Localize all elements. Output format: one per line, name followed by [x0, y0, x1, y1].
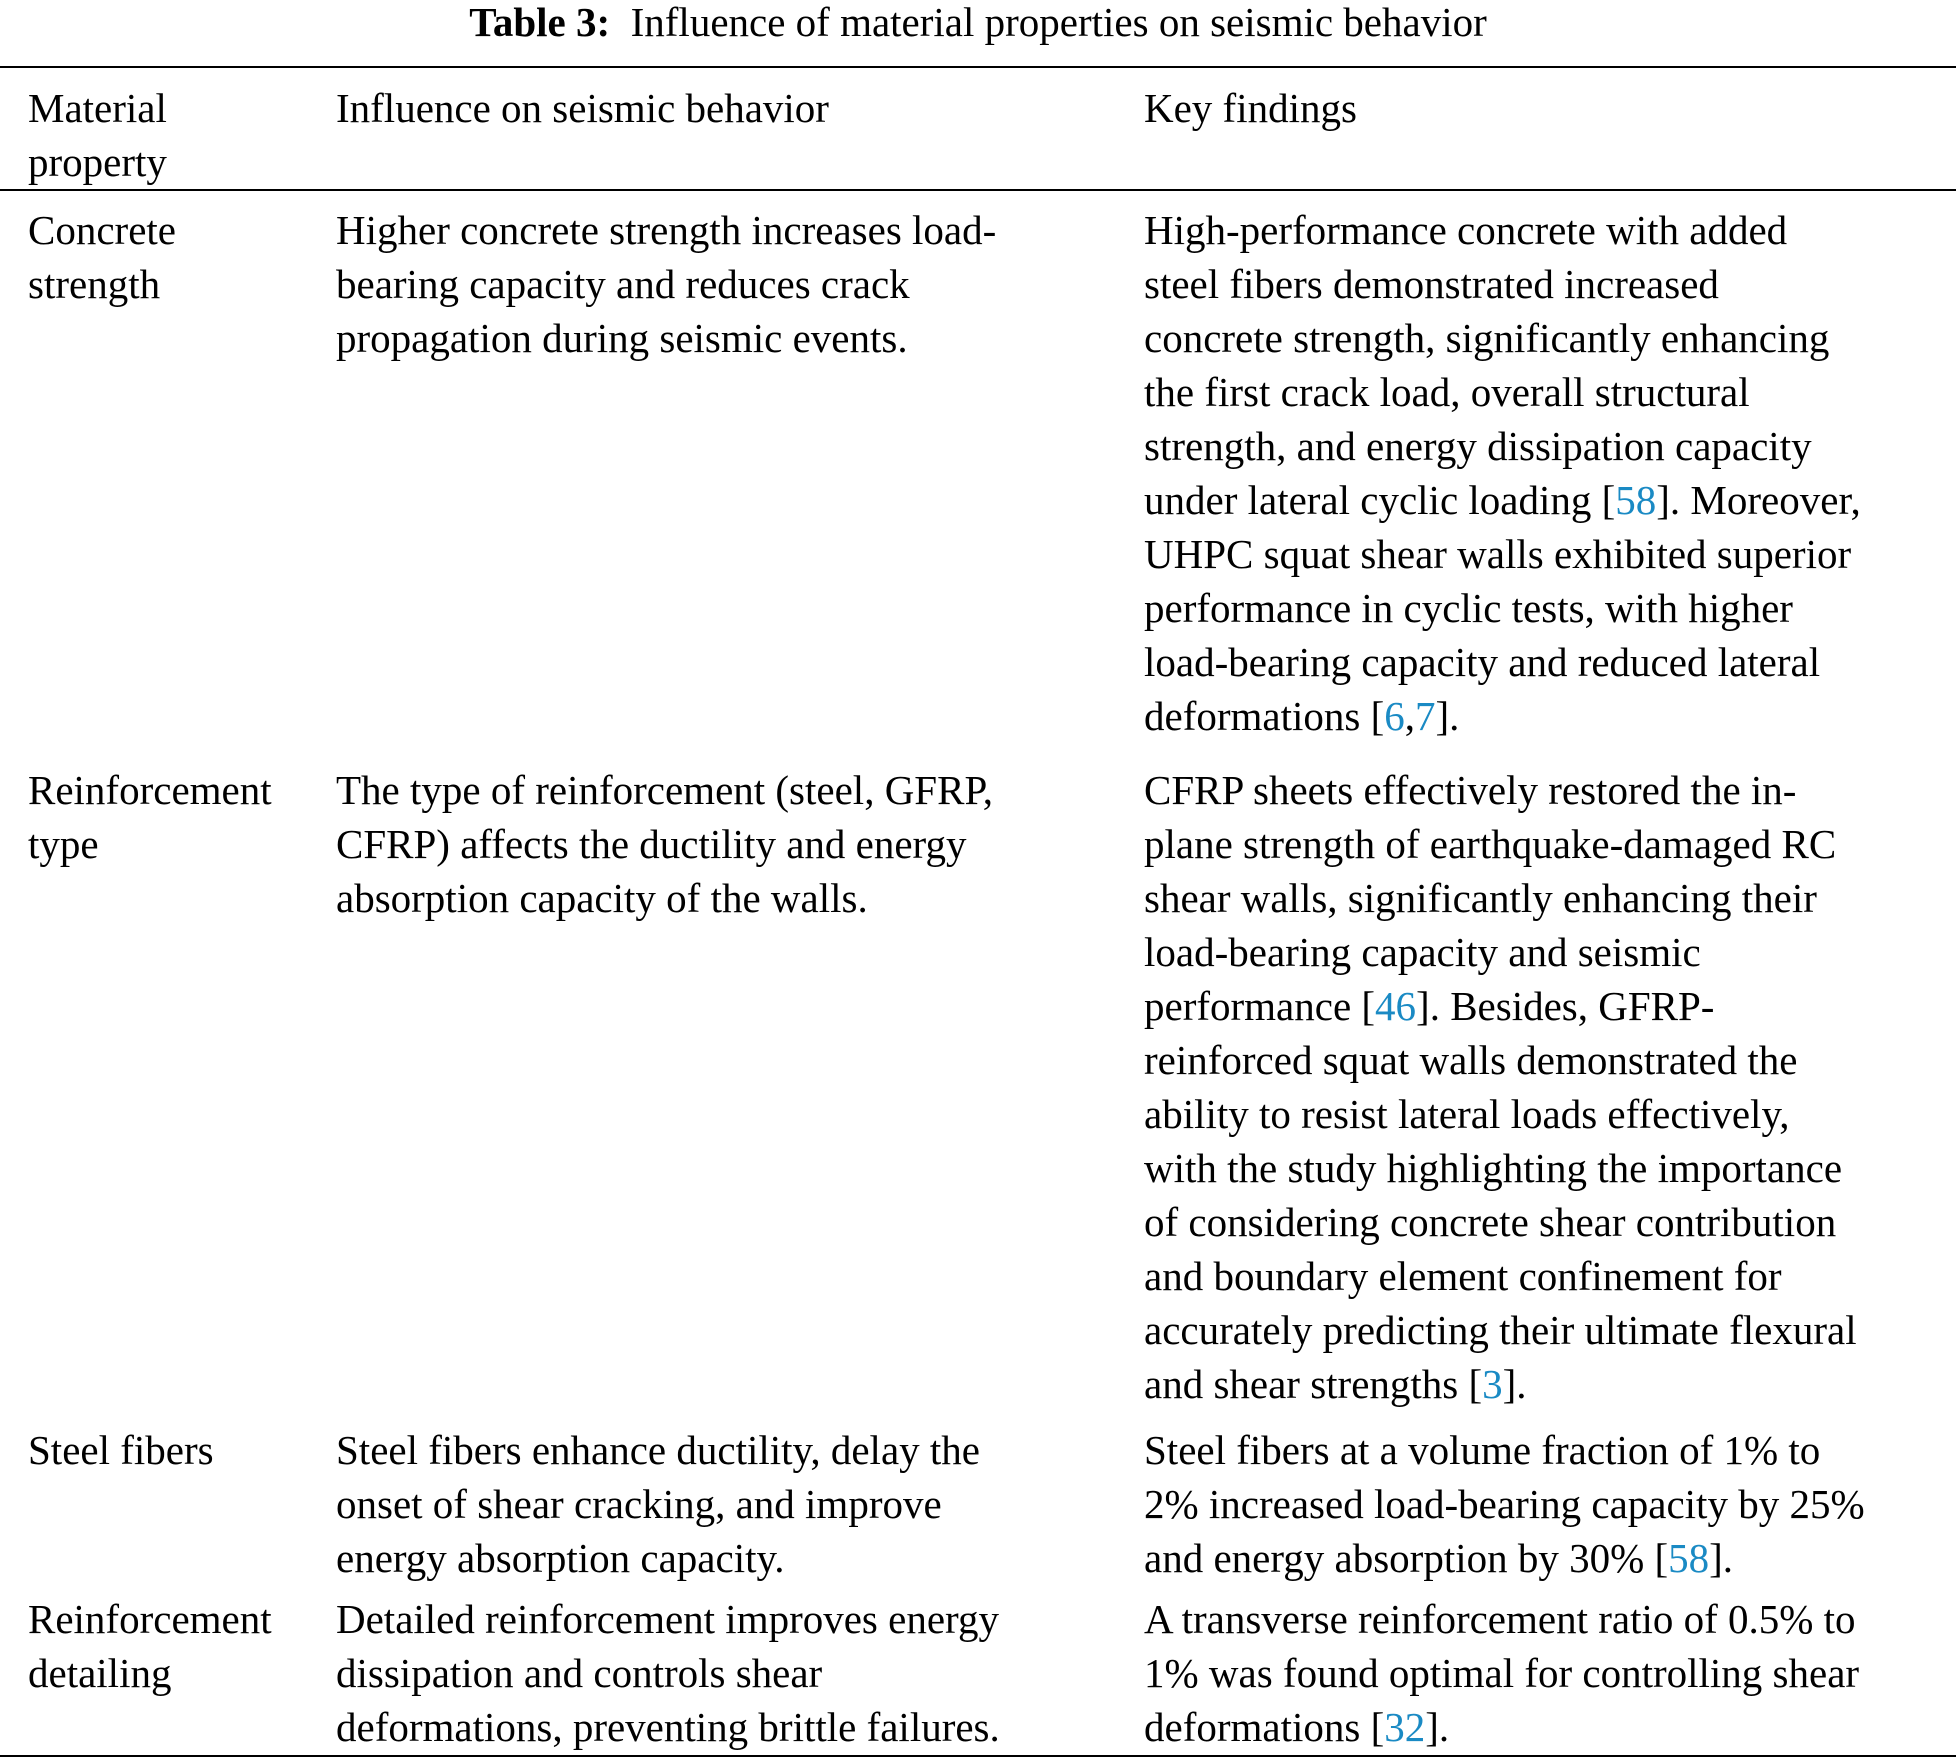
cell-key-findings: High-performance concrete with added steel fibers demonstrated increased concrete strength, significantly enhancing the first crack load, overall structural strength, and energy dissipation capacity under lateral cyclic loading [58]. Moreover, UHPC squat shear walls exhibited superior performance in cyclic tests, with higher load-bearing capacity and reduced lateral deformations [6,7]. — [1144, 207, 1861, 739]
cell-material-property: Reinforcement detailing — [28, 1596, 272, 1696]
cell-influence: Detailed reinforcement improves energy dissipation and controls shear deformations, preventing brittle failures. — [336, 1596, 1000, 1750]
reference-link[interactable]: 6 — [1384, 693, 1405, 739]
header-key-findings: Key findings — [1144, 85, 1357, 131]
cell-influence: Higher concrete strength increases load- bearing capacity and reduces crack propagation during seismic events. — [336, 207, 997, 361]
cell-influence: The type of reinforcement (steel, GFRP, CFRP) affects the ductility and energy absorption capacity of the walls. — [336, 767, 993, 921]
reference-link[interactable]: 58 — [1668, 1535, 1710, 1581]
reference-link[interactable]: 7 — [1414, 693, 1436, 739]
reference-link[interactable]: 46 — [1375, 983, 1417, 1029]
cell-key-findings: CFRP sheets effectively restored the in- plane strength of earthquake-damaged RC shear walls, significantly enhancing their load-bearing capacity and seismic performance [46]. Besides, GFRP- reinforced squat walls demonstrated the ability to resist lateral loads effectively, with the study highlighting the importance of considering concrete shear contribution and boundary element confinement for accurately predicting their ultimate flexural and shear strengths [3]. — [1144, 767, 1857, 1407]
reference-link[interactable]: 3 — [1482, 1361, 1503, 1407]
reference-link[interactable]: 58 — [1615, 477, 1657, 523]
cell-influence: Steel fibers enhance ductility, delay the onset of shear cracking, and improve energy absorption capacity. — [336, 1427, 980, 1581]
cell-key-findings: A transverse reinforcement ratio of 0.5% to 1% was found optimal for controlling shear deformations [32]. — [1144, 1596, 1860, 1750]
caption-label: Table 3: — [469, 0, 611, 45]
bottom-rule — [0, 1755, 1956, 1757]
cell-material-property: Reinforcement type — [28, 767, 272, 867]
header-material-property: Material property — [28, 85, 167, 185]
cell-material-property: Concrete strength — [28, 207, 176, 307]
cell-material-property: Steel fibers — [28, 1427, 214, 1473]
header-rule — [0, 189, 1956, 191]
header-influence: Influence on seismic behavior — [336, 85, 829, 131]
table-caption — [0, 0, 1956, 44]
reference-link[interactable]: 32 — [1384, 1704, 1426, 1750]
caption-title: Influence of material properties on seismic behavior — [630, 0, 1487, 45]
cell-key-findings: Steel fibers at a volume fraction of 1% to 2% increased load-bearing capacity by 25% and energy absorption by 30% [58]. — [1144, 1427, 1865, 1581]
top-rule — [0, 66, 1956, 68]
